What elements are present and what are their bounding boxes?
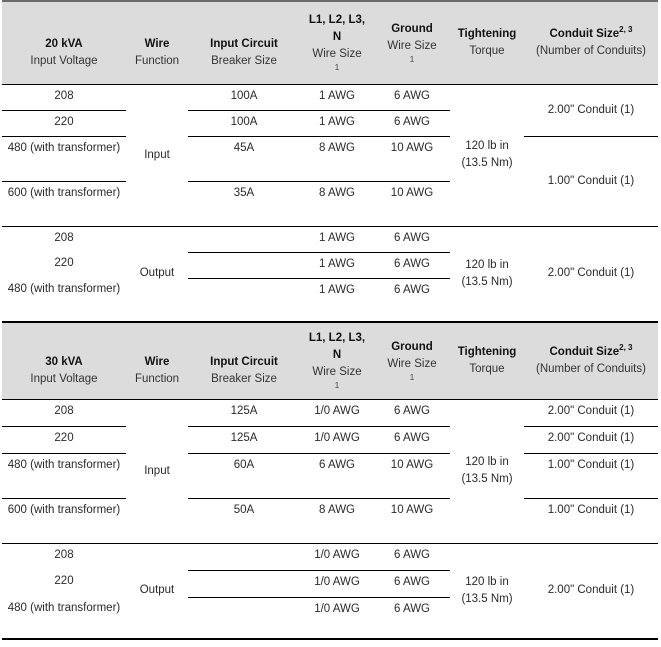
torque-value: 120 lb in (13.5 Nm) bbox=[450, 399, 524, 543]
wire-function-output: Output bbox=[126, 226, 188, 322]
section-20kva-body bbox=[2, 84, 658, 322]
wire-function-header: Wire Function bbox=[126, 322, 188, 399]
conduit-value: 2.00" Conduit (1) bbox=[524, 226, 658, 322]
voltage-header: 20 kVA Input Voltage bbox=[2, 1, 126, 84]
conduit-value: 1.00" Conduit (1) bbox=[524, 136, 658, 226]
table-row: 220 100A 1 AWG 6 AWG bbox=[2, 110, 658, 136]
breaker-header: Input Circuit Breaker Size bbox=[188, 1, 300, 84]
phase-wire-header: L1, L2, L3, N Wire Size 1 bbox=[300, 1, 374, 84]
wire-function-output: Output bbox=[126, 543, 188, 639]
conduit-header: Conduit Size$^{2, 3}$ (Number of Conduits) bbox=[524, 322, 658, 399]
section-30kva-header bbox=[2, 322, 658, 399]
section-title: 20 kVA bbox=[45, 37, 83, 50]
section-30kva-body bbox=[2, 399, 658, 639]
table-row: 600 (with transformer) 50A 8 AWG 10 AWG 1.00" Conduit (1) bbox=[2, 498, 658, 543]
conduit-value: 1.00" Conduit (1) bbox=[524, 453, 658, 498]
phase-wire-header: L1, L2, L3, N Wire Size 1 bbox=[300, 322, 374, 399]
conduit-header: Conduit Size$^{2, 3}$ (Number of Conduits) bbox=[524, 1, 658, 84]
voltage-header: 30 kVA Input Voltage bbox=[2, 322, 126, 399]
wire-function-input: Input bbox=[126, 399, 188, 543]
conduit-value: 2.00" Conduit (1) bbox=[524, 84, 658, 136]
torque-value: 120 lb in (13.5 Nm) bbox=[450, 226, 524, 322]
table-row: 220 1/0 AWG 6 AWG bbox=[2, 570, 658, 597]
torque-header: Tightening Torque bbox=[450, 322, 524, 399]
table-row: 480 (with transformer) 1 AWG 6 AWG bbox=[2, 278, 658, 322]
table-row: 220 125A 1/0 AWG 6 AWG 2.00" Conduit (1) bbox=[2, 426, 658, 453]
table-row: 600 (with transformer) 35A 8 AWG 10 AWG bbox=[2, 181, 658, 226]
table-row: 208 Input 100A 1 AWG 6 AWG 120 lb in (13.5 Nm) 2.00" Conduit (1) bbox=[2, 84, 658, 110]
conduit-value: 1.00" Conduit (1) bbox=[524, 498, 658, 543]
table-row: 480 (with transformer) 1/0 AWG 6 AWG bbox=[2, 597, 658, 639]
torque-value: 120 lb in (13.5 Nm) bbox=[450, 84, 524, 226]
table-row: 208 Output 1/0 AWG 6 AWG 120 lb in (13.5 Nm) 2.00" Conduit (1) bbox=[2, 543, 658, 570]
table-row: 480 (with transformer) 45A 8 AWG 10 AWG 1.00" Conduit (1) bbox=[2, 136, 658, 181]
wiring-spec-table bbox=[2, 0, 658, 640]
table-row: 220 1 AWG 6 AWG bbox=[2, 252, 658, 278]
table-row: 480 (with transformer) 60A 6 AWG 10 AWG 1.00" Conduit (1) bbox=[2, 453, 658, 498]
wire-function-input: Input bbox=[126, 84, 188, 226]
breaker-header: Input Circuit Breaker Size bbox=[188, 322, 300, 399]
torque-header: Tightening Torque bbox=[450, 1, 524, 84]
torque-value: 120 lb in (13.5 Nm) bbox=[450, 543, 524, 639]
table-row: 208 Input 125A 1/0 AWG 6 AWG 120 lb in (13.5 Nm) 2.00" Conduit (1) bbox=[2, 399, 658, 426]
section-title: 30 kVA bbox=[45, 355, 83, 368]
conduit-value: 2.00" Conduit (1) bbox=[524, 426, 658, 453]
table-row: 208 Output 1 AWG 6 AWG 120 lb in (13.5 Nm) 2.00" Conduit (1) bbox=[2, 226, 658, 252]
conduit-value: 2.00" Conduit (1) bbox=[524, 399, 658, 426]
conduit-value: 2.00" Conduit (1) bbox=[524, 543, 658, 639]
section-20kva-header bbox=[2, 1, 658, 84]
ground-wire-header: Ground Wire Size 1 bbox=[374, 322, 450, 399]
ground-wire-header: Ground Wire Size 1 bbox=[374, 1, 450, 84]
wire-function-header: Wire Function bbox=[126, 1, 188, 84]
